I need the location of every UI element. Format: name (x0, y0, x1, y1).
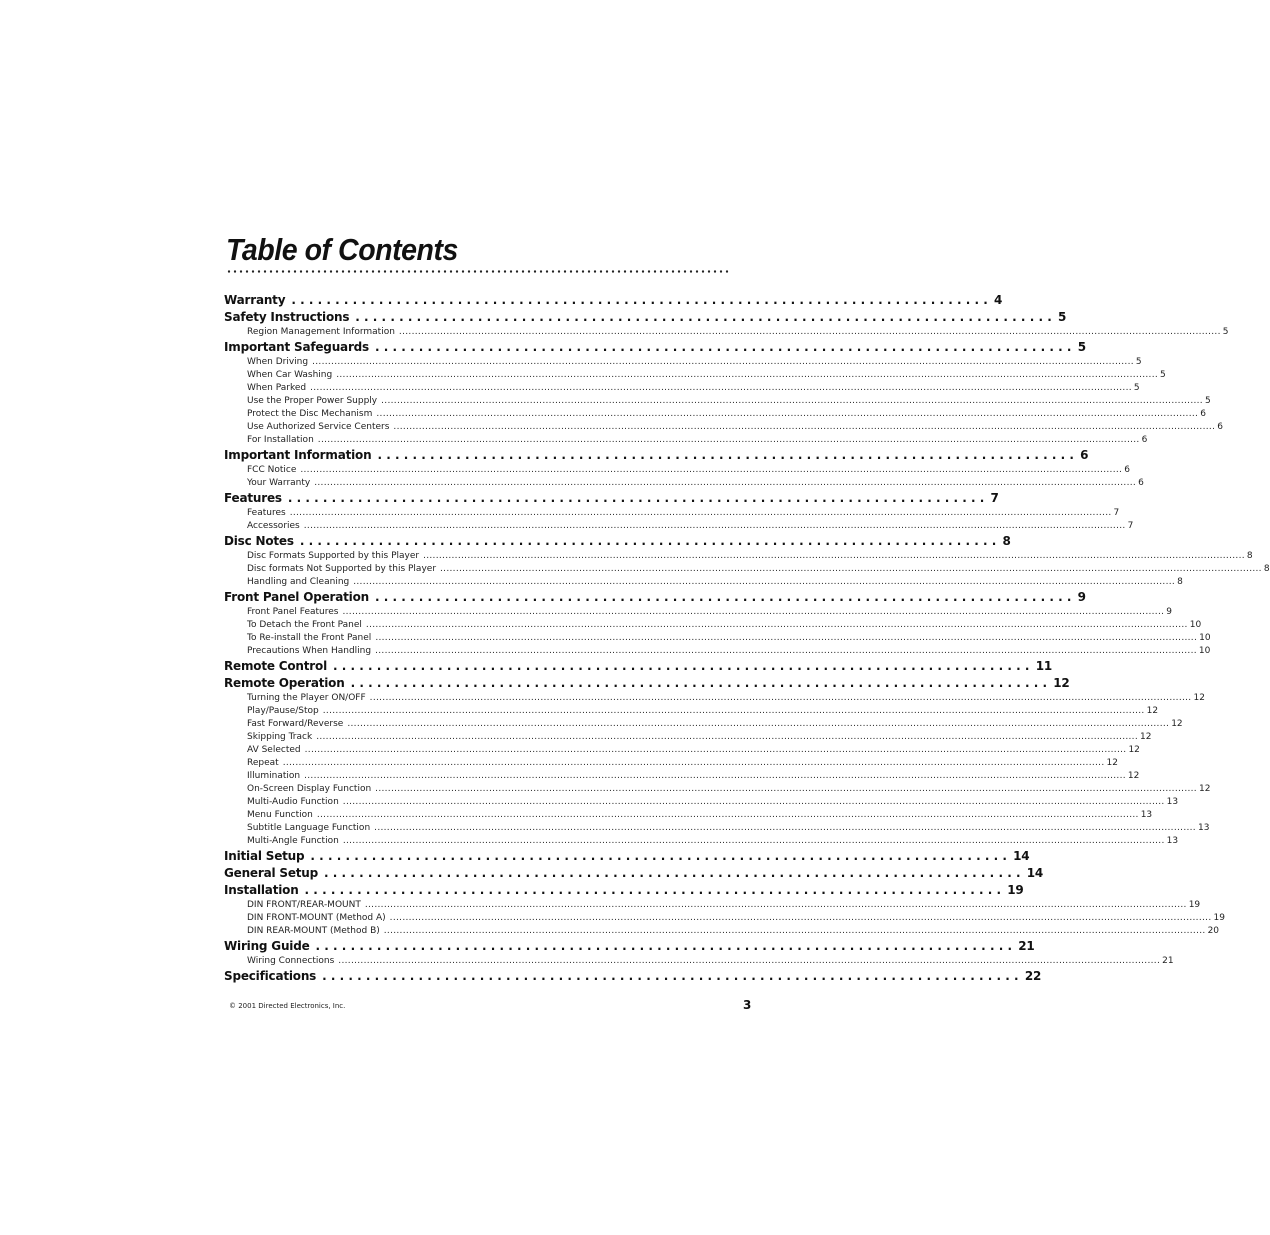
toc-entry-page: 8 (1177, 577, 1183, 587)
toc-entry-label: General Setup (224, 866, 319, 880)
toc-entry-page: 6 (1217, 422, 1223, 432)
toc-entry-label: Use the Proper Power Supply (247, 396, 378, 406)
toc-entry-label: Warranty (224, 293, 286, 307)
toc-entry-page: 5 (1133, 383, 1140, 393)
toc-entry[interactable] (224, 675, 1070, 692)
toc-entry-label: Subtitle Language Function (247, 823, 371, 833)
toc-subentry[interactable] (224, 770, 1140, 783)
toc-entry-page: 6 (1138, 478, 1144, 488)
toc-entry[interactable] (224, 490, 999, 507)
dot-leader: ................................................................................ (299, 534, 1001, 548)
toc-entry-page: 5 (1135, 357, 1142, 367)
toc-subentry[interactable] (224, 705, 1159, 718)
toc-entry-label: Precautions When Handling (247, 646, 372, 656)
dot-leader: .................................................................................................................................................................................................................................................................... (383, 926, 1206, 936)
toc-entry-label: When Parked (247, 383, 307, 393)
page-number: 3 (743, 998, 752, 1012)
toc-entry-page: 14 (1026, 866, 1044, 880)
toc-entry-page: 6 (1080, 448, 1089, 462)
toc-entry-page: 13 (1197, 823, 1210, 833)
toc-subentry[interactable] (224, 692, 1205, 705)
toc-subentry[interactable] (224, 757, 1118, 770)
toc-subentry[interactable] (224, 796, 1179, 809)
toc-subentry[interactable] (224, 835, 1179, 848)
toc-entry-label: Handling and Cleaning (247, 577, 350, 587)
toc-entry-label: Front Panel Operation (224, 590, 369, 604)
dot-leader: .................................................................................................................................................................................................................................................................... (342, 607, 1165, 617)
dot-leader: ................................................................................ (324, 866, 1025, 880)
toc-entry-label: To Detach the Front Panel (247, 620, 362, 630)
toc-subentry[interactable] (224, 822, 1210, 835)
toc-subentry[interactable] (224, 955, 1174, 968)
toc-entry-page: 11 (1035, 659, 1052, 673)
toc-entry-label: Specifications (224, 969, 317, 983)
dot-leader: ................................................................................ (375, 340, 1076, 354)
toc-entry-page: 8 (1002, 534, 1011, 548)
dot-leader: .................................................................................................................................................................................................................................................................... (303, 521, 1126, 531)
toc-entry-page: 4 (994, 293, 1003, 307)
toc-subentry[interactable] (224, 356, 1142, 369)
toc-entry-label: Disc Notes (224, 534, 294, 548)
toc-entry-page: 21 (1018, 939, 1035, 953)
dot-leader: .................................................................................................................................................................................................................................................................... (282, 758, 1105, 768)
dot-leader: .................................................................................................................................................................................................................................................................... (381, 396, 1203, 406)
dot-leader: ................................................................................ (355, 310, 1056, 324)
dot-leader: .................................................................................................................................................................................................................................................................... (316, 810, 1139, 820)
toc-entry-page: 13 (1166, 836, 1179, 846)
toc-subentry[interactable] (224, 550, 1253, 563)
toc-subentry[interactable] (224, 326, 1229, 339)
toc-entry-page: 22 (1024, 969, 1042, 983)
toc-entry[interactable] (224, 309, 1067, 326)
toc-entry-label: Disc formats Not Supported by this Player (247, 564, 437, 574)
toc-entry-label: Illumination (247, 771, 301, 781)
toc-entry-page: 6 (1124, 465, 1130, 475)
toc-entry-label: Important Safeguards (224, 340, 369, 354)
toc-entry[interactable] (224, 968, 1042, 985)
toc-subentry[interactable] (224, 563, 1270, 576)
dot-leader: ................................................................................ (310, 849, 1012, 863)
dot-leader: ................................................................................ (315, 939, 1017, 953)
toc-entry-page: 12 (1106, 758, 1118, 768)
toc-entry-label: Protect the Disc Mechanism (247, 409, 373, 419)
toc-subentry[interactable] (224, 731, 1152, 744)
toc-subentry[interactable] (224, 520, 1134, 533)
toc-entry-page: 8 (1263, 564, 1270, 574)
dot-leader: .................................................................................................................................................................................................................................................................... (342, 797, 1165, 807)
toc-subentry[interactable] (224, 899, 1201, 912)
copyright-notice: © 2001 Directed Electronics, Inc. (229, 1002, 346, 1010)
toc-entry-label: Remote Operation (224, 676, 345, 690)
toc-entry-page: 7 (1113, 508, 1120, 518)
dot-leader: .................................................................................................................................................................................................................................................................... (342, 836, 1165, 846)
toc-subentry[interactable] (224, 606, 1173, 619)
toc-entry-page: 12 (1140, 732, 1152, 742)
toc-entry-label: When Car Washing (247, 370, 333, 380)
toc-entry-label: Your Warranty (247, 478, 311, 488)
toc-entry-page: 12 (1171, 719, 1183, 729)
toc-entry-page: 13 (1140, 810, 1153, 820)
toc-entry-label: Use Authorized Service Centers (247, 422, 390, 432)
toc-entry-page: 21 (1162, 956, 1174, 966)
toc-entry-label: For Installation (247, 435, 314, 445)
toc-entry-page: 10 (1189, 620, 1202, 630)
toc-entry-label: Accessories (247, 521, 300, 531)
toc-entry[interactable] (224, 882, 1024, 899)
toc-entry-page: 5 (1077, 340, 1086, 354)
toc-entry[interactable] (224, 865, 1044, 882)
toc-entry-label: DIN REAR-MOUNT (Method B) (247, 926, 380, 936)
dot-leader: .................................................................................................................................................................................................................................................................... (375, 633, 1198, 643)
toc-entry-page: 8 (1246, 551, 1253, 561)
toc-entry-label: Repeat (247, 758, 279, 768)
toc-entry-label: Multi-Angle Function (247, 836, 339, 846)
toc-entry-page: 10 (1198, 646, 1211, 656)
dot-leader: .................................................................................................................................................................................................................................................................... (300, 465, 1123, 475)
toc-entry-label: Multi-Audio Function (247, 797, 339, 807)
toc-subentry[interactable] (224, 576, 1183, 589)
toc-entry-label: Installation (224, 883, 299, 897)
toc-entry-label: Turning the Player ON/OFF (247, 693, 366, 703)
toc-entry-page: 13 (1166, 797, 1179, 807)
toc-entry-page: 12 (1127, 771, 1140, 781)
toc-entry-page: 5 (1204, 396, 1211, 406)
dot-leader: .................................................................................................................................................................................................................................................................... (423, 551, 1245, 561)
dot-leader: .................................................................................................................................................................................................................................................................... (317, 435, 1140, 445)
toc-entry[interactable] (224, 658, 1052, 675)
toc-entry[interactable] (224, 533, 1011, 550)
toc-entry-label: DIN FRONT-MOUNT (Method A) (247, 913, 386, 923)
toc-subentry[interactable] (224, 395, 1211, 408)
toc-subentry[interactable] (224, 632, 1211, 645)
toc-entry-label: FCC Notice (247, 465, 297, 475)
dot-leader: .................................................................................................................................................................................................................................................................... (376, 409, 1199, 419)
page-title: Table of Contents (226, 232, 458, 267)
toc-entry-page: 12 (1146, 706, 1159, 716)
toc-entry-label: Features (247, 508, 286, 518)
dot-leader: .................................................................................................................................................................................................................................................................... (304, 745, 1127, 755)
toc-subentry[interactable] (224, 925, 1220, 938)
toc-subentry[interactable] (224, 912, 1225, 925)
toc-entry-page: 6 (1141, 435, 1148, 445)
toc-entry-page: 12 (1193, 693, 1205, 703)
toc-entry-page: 5 (1222, 327, 1229, 337)
dot-leader: .................................................................................................................................................................................................................................................................... (310, 383, 1132, 393)
toc-subentry[interactable] (224, 809, 1153, 822)
toc-entry-page: 7 (1127, 521, 1134, 531)
toc-entry-label: Menu Function (247, 810, 313, 820)
toc-subentry[interactable] (224, 619, 1202, 632)
toc-subentry[interactable] (224, 408, 1206, 421)
toc-entry-page: 19 (1213, 913, 1225, 923)
toc-entry[interactable] (224, 848, 1030, 865)
toc-entry[interactable] (224, 938, 1035, 955)
dot-leader: .................................................................................................................................................................................................................................................................... (374, 823, 1196, 833)
toc-entry-page: 12 (1198, 784, 1211, 794)
dot-leader: ................................................................................ (374, 590, 1076, 604)
toc-entry-label: DIN FRONT/REAR-MOUNT (247, 900, 361, 910)
toc-entry-page: 9 (1077, 590, 1086, 604)
toc-entry-label: When Driving (247, 357, 309, 367)
toc-list (224, 292, 1270, 985)
toc-entry-page: 12 (1053, 676, 1070, 690)
dot-leader: ................................................................................ (377, 448, 1079, 462)
dot-leader: .................................................................................................................................................................................................................................................................... (364, 900, 1187, 910)
toc-entry-page: 14 (1013, 849, 1030, 863)
toc-entry[interactable] (224, 589, 1086, 606)
toc-entry-label: AV Selected (247, 745, 301, 755)
dot-leader: .................................................................................................................................................................................................................................................................... (312, 357, 1134, 367)
toc-subentry[interactable] (224, 464, 1130, 477)
toc-entry-label: Wiring Connections (247, 956, 335, 966)
toc-subentry[interactable] (224, 434, 1148, 447)
toc-subentry[interactable] (224, 382, 1140, 395)
dot-leader: ................................................................................ (287, 491, 989, 505)
toc-entry-page: 9 (1166, 607, 1173, 617)
toc-entry-page: 19 (1007, 883, 1024, 897)
dot-leader: ................................................................................ (291, 293, 993, 307)
toc-subentry[interactable] (224, 507, 1120, 520)
toc-entry-label: Remote Control (224, 659, 327, 673)
dot-leader: .................................................................................................................................................................................................................................................................... (389, 913, 1212, 923)
toc-entry-label: Wiring Guide (224, 939, 310, 953)
toc-subentry[interactable] (224, 421, 1223, 434)
toc-subentry[interactable] (224, 718, 1183, 731)
dot-leader: ................................................................................ (322, 969, 1023, 983)
toc-entry-page: 6 (1200, 409, 1206, 419)
toc-entry-label: Region Management Information (247, 327, 395, 337)
dot-leader: ................................................................................ (350, 676, 1052, 690)
dot-leader: .................................................................................................................................................................................................................................................................... (338, 956, 1161, 966)
dot-leader: .................................................................................................................................................................................................................................................................... (375, 646, 1197, 656)
toc-entry-label: Features (224, 491, 282, 505)
toc-subentry[interactable] (224, 645, 1211, 658)
toc-entry-label: Fast Forward/Reverse (247, 719, 344, 729)
dot-leader: .................................................................................................................................................................................................................................................................... (375, 784, 1197, 794)
toc-subentry[interactable] (224, 744, 1140, 757)
toc-entry-label: Skipping Track (247, 732, 313, 742)
toc-entry-page: 20 (1207, 926, 1220, 936)
dotted-divider (226, 270, 730, 273)
toc-entry-label: Important Information (224, 448, 372, 462)
dot-leader: .................................................................................................................................................................................................................................................................... (304, 771, 1126, 781)
toc-entry-label: Play/Pause/Stop (247, 706, 319, 716)
dot-leader: .................................................................................................................................................................................................................................................................... (369, 693, 1192, 703)
toc-entry-page: 5 (1057, 310, 1067, 324)
dot-leader: .................................................................................................................................................................................................................................................................... (440, 564, 1262, 574)
toc-subentry[interactable] (224, 477, 1144, 490)
toc-entry-page: 10 (1199, 633, 1211, 643)
toc-entry-label: Initial Setup (224, 849, 305, 863)
dot-leader: .................................................................................................................................................................................................................................................................... (347, 719, 1170, 729)
dot-leader: ................................................................................ (304, 883, 1006, 897)
toc-entry[interactable] (224, 339, 1086, 356)
toc-entry-label: Safety Instructions (224, 310, 350, 324)
dot-leader: ................................................................................ (333, 659, 1034, 673)
toc-entry[interactable] (224, 292, 1003, 309)
dot-leader: .................................................................................................................................................................................................................................................................... (365, 620, 1188, 630)
dot-leader: .................................................................................................................................................................................................................................................................... (289, 508, 1112, 518)
toc-entry-page: 12 (1128, 745, 1140, 755)
toc-entry-label: On-Screen Display Function (247, 784, 372, 794)
dot-leader: .................................................................................................................................................................................................................................................................... (353, 577, 1176, 587)
toc-entry-label: Disc Formats Supported by this Player (247, 551, 420, 561)
dot-leader: .................................................................................................................................................................................................................................................................... (398, 327, 1221, 337)
toc-subentry[interactable] (224, 783, 1211, 796)
dot-leader: .................................................................................................................................................................................................................................................................... (393, 422, 1216, 432)
dot-leader: .................................................................................................................................................................................................................................................................... (316, 732, 1139, 742)
toc-entry[interactable] (224, 447, 1089, 464)
dot-leader: .................................................................................................................................................................................................................................................................... (336, 370, 1159, 380)
toc-entry-label: Front Panel Features (247, 607, 339, 617)
dot-leader: .................................................................................................................................................................................................................................................................... (322, 706, 1145, 716)
dot-leader: .................................................................................................................................................................................................................................................................... (314, 478, 1137, 488)
toc-entry-page: 19 (1188, 900, 1201, 910)
toc-entry-page: 5 (1160, 370, 1166, 380)
toc-entry-page: 7 (990, 491, 999, 505)
toc-entry-label: To Re-install the Front Panel (247, 633, 372, 643)
toc-subentry[interactable] (224, 369, 1166, 382)
